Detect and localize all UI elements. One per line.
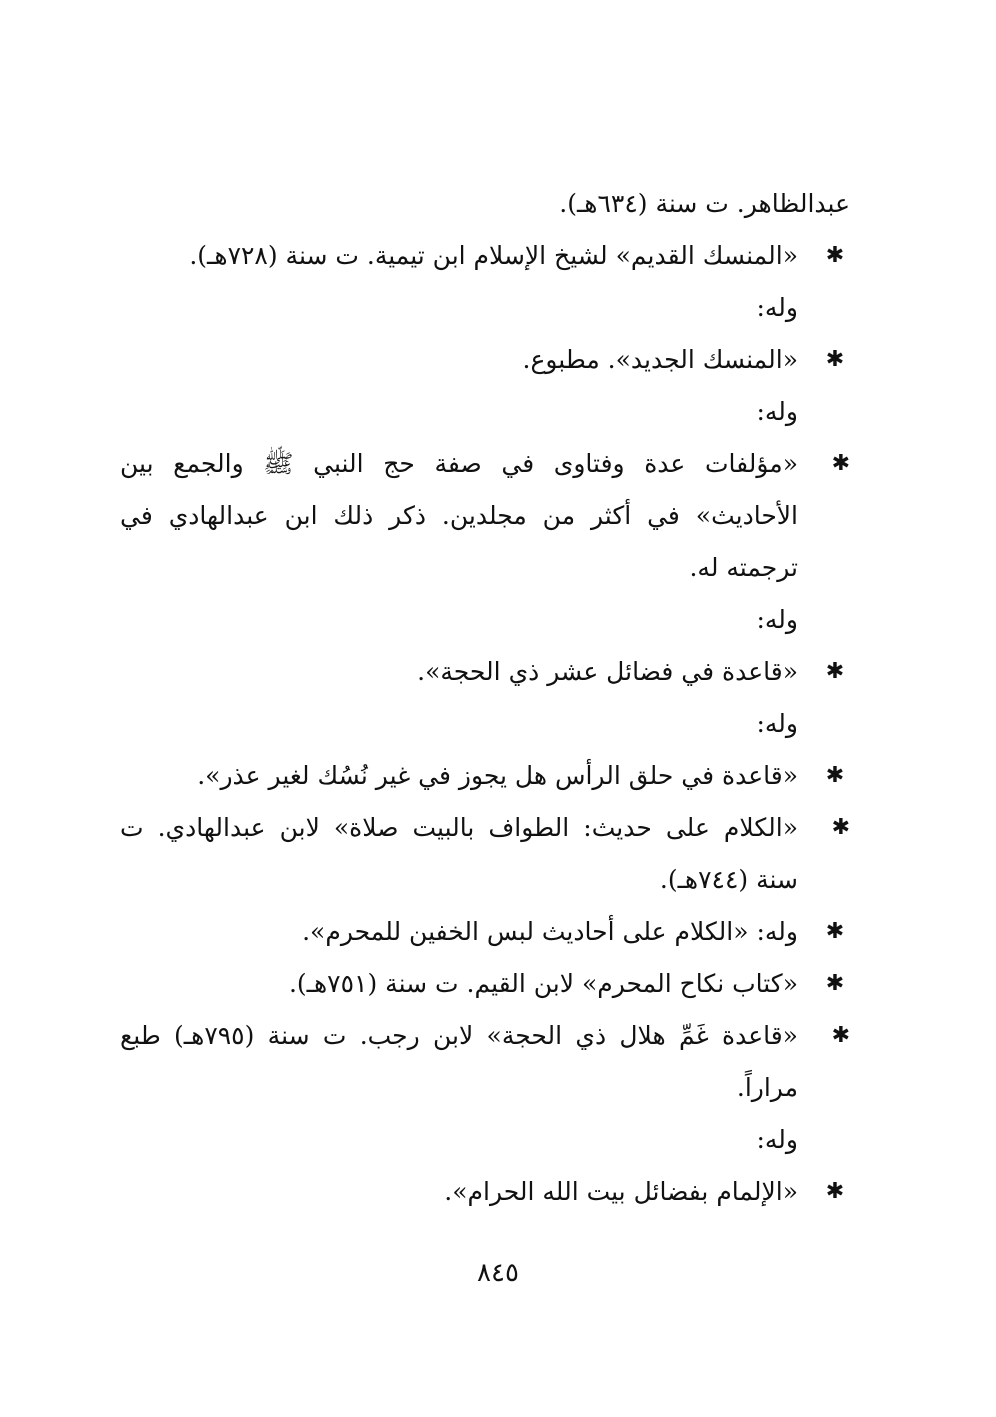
page-number: ٨٤٥: [477, 1258, 519, 1288]
text-line: [120, 698, 850, 750]
text-line: [120, 178, 850, 230]
bullet-text: «كتاب نكاح المحرم» لابن القيم. ت سنة (٧٥١هـ).: [288, 969, 798, 998]
asterisk-bullet-icon: ✱: [831, 815, 850, 840]
bullet-text: «قاعدة غَمِّ هلال ذي الحجة» لابن رجب. ت سنة (٧٩٥هـ) طبع مراراً.: [120, 1021, 798, 1102]
bullet-item: [120, 334, 850, 386]
bullet-item: [120, 750, 850, 802]
bullet-item: [120, 906, 850, 958]
bullet-text: «الكلام على حديث: الطواف بالبيت صلاة» لابن عبدالهادي. ت سنة (٧٤٤هـ).: [120, 813, 798, 894]
bullet-item: [120, 802, 850, 906]
line-text: وله:: [756, 397, 798, 426]
line-text: عبدالظاهر. ت سنة (٦٣٤هـ).: [559, 189, 850, 218]
bullet-item: [120, 230, 850, 282]
page-body: [120, 178, 850, 1218]
bullet-item: [120, 1010, 850, 1114]
bullet-text: «قاعدة في حلق الرأس هل يجوز في غير نُسُك لغير عذر».: [197, 761, 798, 790]
bullet-item: [120, 438, 850, 594]
bullet-item: [120, 646, 850, 698]
line-text: وله:: [756, 1125, 798, 1154]
text-line: [120, 1114, 850, 1166]
asterisk-bullet-icon: ✱: [831, 1023, 850, 1048]
asterisk-bullet-icon: ✱: [831, 451, 850, 476]
text-line: [120, 282, 850, 334]
line-text: وله:: [756, 709, 798, 738]
asterisk-bullet-icon: ✱: [825, 243, 845, 268]
bullet-text: «المنسك القديم» لشيخ الإسلام ابن تيمية. ت سنة (٧٢٨هـ).: [189, 241, 798, 270]
asterisk-bullet-icon: ✱: [825, 347, 845, 372]
bullet-item: [120, 958, 850, 1010]
bullet-item: [120, 1166, 850, 1218]
asterisk-bullet-icon: ✱: [825, 1179, 845, 1204]
asterisk-bullet-icon: ✱: [825, 919, 845, 944]
asterisk-bullet-icon: ✱: [825, 763, 845, 788]
asterisk-bullet-icon: ✱: [825, 971, 845, 996]
bullet-text: وله: «الكلام على أحاديث لبس الخفين للمحرم».: [302, 917, 798, 946]
bullet-text: «قاعدة في فضائل عشر ذي الحجة».: [417, 657, 798, 686]
bullet-text: «مؤلفات عدة وفتاوى في صفة حج النبي ﷺ والجمع بين الأحاديث» في أكثر من مجلدين. ذكر ذلك ابن عبدالهادي في ترجمته له.: [120, 449, 798, 582]
text-line: [120, 386, 850, 438]
bullet-text: «المنسك الجديد». مطبوع.: [522, 345, 798, 374]
line-text: وله:: [756, 605, 798, 634]
text-line: [120, 594, 850, 646]
asterisk-bullet-icon: ✱: [825, 659, 845, 684]
line-text: وله:: [756, 293, 798, 322]
bullet-text: «الإلمام بفضائل بيت الله الحرام».: [444, 1177, 798, 1206]
